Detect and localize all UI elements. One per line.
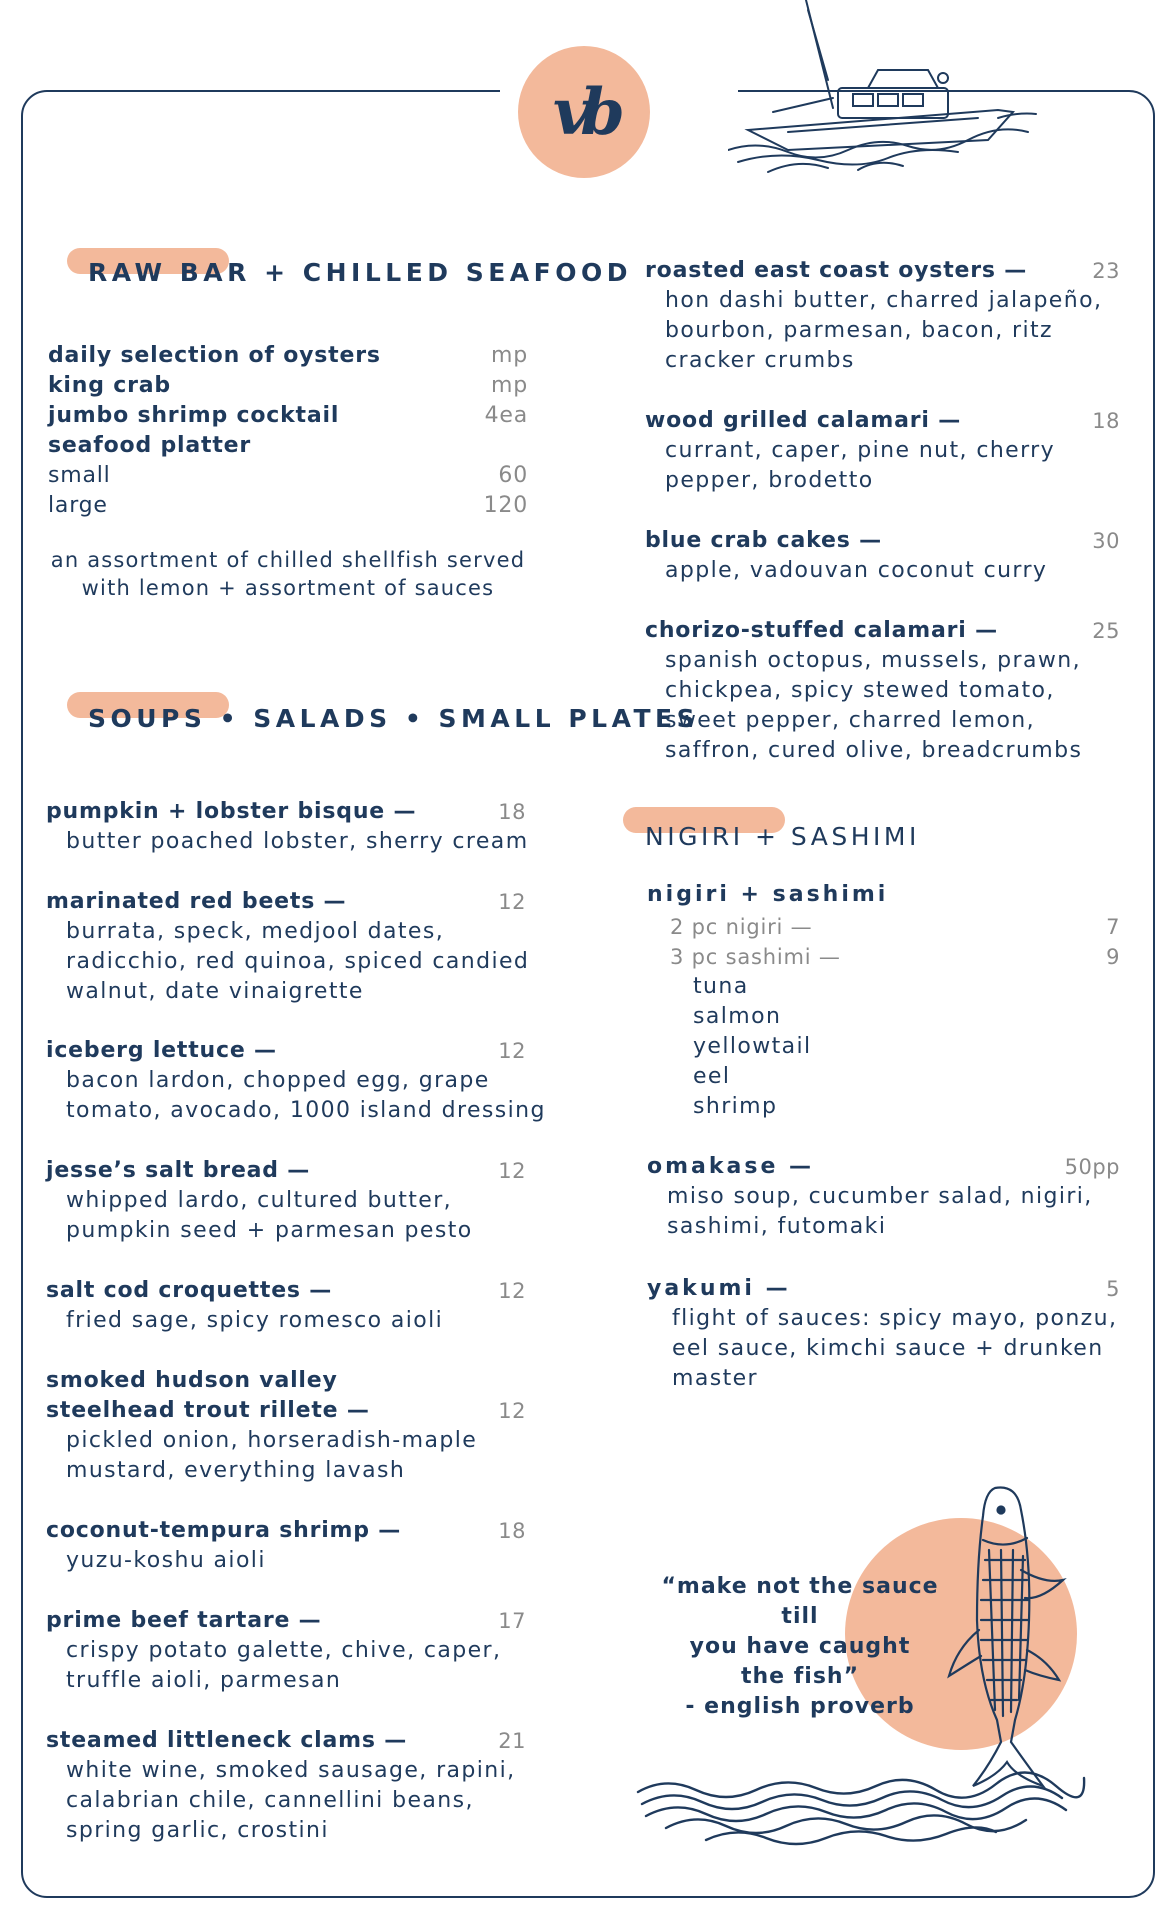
sashimi-option: 3 pc sashimi — <box>670 945 841 969</box>
item-name: jesse’s salt bread — <box>46 1158 311 1183</box>
item-desc: yuzu-koshu aioli <box>66 1548 266 1573</box>
menu-item-platter-large <box>48 491 528 521</box>
item-price: mp <box>491 343 528 368</box>
fish-option: tuna <box>693 974 749 999</box>
item-desc: white wine, smoked sausage, rapini, calabrian chile, cannellini beans, spring garlic, crostini <box>66 1758 516 1843</box>
menu-item-oysters <box>48 341 528 371</box>
item-name: wood grilled calamari — <box>645 408 962 433</box>
item-name: blue crab cakes — <box>645 528 882 553</box>
item-name: omakase — <box>647 1154 815 1179</box>
menu-item <box>46 797 546 857</box>
fishing-boat-illustration <box>728 0 1038 186</box>
item-name: marinated red beets — <box>46 889 347 914</box>
item-desc: butter poached lobster, sherry cream <box>66 829 529 854</box>
item-desc: bacon lardon, chopped egg, grape tomato, avocado, 1000 island dressing <box>66 1068 546 1123</box>
item-label: daily selection of oysters <box>48 343 381 368</box>
item-price: 50pp <box>1064 1155 1120 1179</box>
item-desc: burrata, speck, medjool dates, radicchio, red quinoa, spiced candied walnut, date vinaigrette <box>66 919 530 1004</box>
item-desc: currant, caper, pine nut, cherry pepper, brodetto <box>665 438 1056 493</box>
item-name: coconut-tempura shrimp — <box>46 1518 402 1543</box>
item-desc: fried sage, spicy romesco aioli <box>66 1308 444 1333</box>
quote-line: “make not the sauce till <box>661 1574 939 1629</box>
menu-item-shrimp-cocktail <box>48 401 528 431</box>
item-desc: spanish octopus, mussels, prawn, chickpea, spicy stewed tomato, sweet pepper, charred lemon, saffron, cured olive, breadcrumbs <box>665 648 1083 763</box>
item-price: 18 <box>1092 409 1120 433</box>
item-price: 25 <box>1092 619 1120 643</box>
fish-option: salmon <box>693 1004 782 1029</box>
menu-item-king-crab <box>48 371 528 401</box>
raw-bar-title: RAW BAR + CHILLED SEAFOOD <box>88 258 632 287</box>
waves-illustration <box>636 1770 1086 1850</box>
menu-item-platter-small <box>48 461 528 491</box>
item-price: 12 <box>498 1399 526 1423</box>
menu-item <box>645 616 1125 766</box>
item-price: 4ea <box>484 403 528 428</box>
menu-item <box>46 1156 526 1246</box>
item-label: seafood platter <box>48 433 252 458</box>
item-label: king crab <box>48 373 171 398</box>
menu-item <box>46 887 546 1007</box>
quote-line: the fish” <box>740 1664 860 1689</box>
item-price: 23 <box>1092 259 1120 283</box>
quote-line: you have caught <box>689 1634 911 1659</box>
fish-option: yellowtail <box>693 1034 812 1059</box>
menu-item <box>46 1276 526 1336</box>
menu-item-yakumi <box>647 1274 1127 1394</box>
item-price: 5 <box>1106 1277 1120 1301</box>
proverb-quote <box>640 1572 960 1722</box>
item-price: 30 <box>1092 529 1120 553</box>
item-desc: whipped lardo, cultured butter, pumpkin seed + parmesan pesto <box>66 1188 473 1243</box>
item-name: smoked hudson valley steelhead trout rillete — <box>46 1368 370 1423</box>
item-label: large <box>48 493 108 518</box>
quote-attribution: - english proverb <box>685 1694 915 1719</box>
item-price: 12 <box>498 1159 526 1183</box>
item-desc: flight of sauces: spicy mayo, ponzu, eel sauce, kimchi sauce + drunken master <box>672 1306 1118 1391</box>
item-name: iceberg lettuce — <box>46 1038 277 1063</box>
logo-badge <box>518 46 650 178</box>
item-desc: hon dashi butter, charred jalapeño, bourbon, parmesan, bacon, ritz cracker crumbs <box>665 288 1103 373</box>
fish-option: eel <box>693 1064 731 1089</box>
soups-title: SOUPS • SALADS • SMALL PLATES <box>88 704 700 733</box>
item-label: jumbo shrimp cocktail <box>48 403 340 428</box>
item-price: 60 <box>498 463 528 488</box>
item-desc: miso soup, cucumber salad, nigiri, sashimi, futomaki <box>667 1184 1093 1239</box>
item-name: roasted east coast oysters — <box>645 258 1028 283</box>
item-price: 12 <box>498 890 526 914</box>
item-desc: crispy potato galette, chive, caper, truffle aioli, parmesan <box>66 1638 502 1693</box>
item-desc: pickled onion, horseradish-maple mustard, everything lavash <box>66 1428 478 1483</box>
logo-text: vb <box>553 74 615 150</box>
item-price: 18 <box>498 800 526 824</box>
menu-item <box>645 406 1125 496</box>
item-label: small <box>48 463 111 488</box>
item-name: prime beef tartare — <box>46 1608 322 1633</box>
menu-item <box>46 1366 516 1486</box>
item-price: mp <box>491 373 528 398</box>
fish-option: shrimp <box>693 1094 778 1119</box>
item-name: pumpkin + lobster bisque — <box>46 799 417 824</box>
item-price: 21 <box>498 1729 526 1753</box>
item-price: 9 <box>1106 945 1120 969</box>
menu-item <box>46 1606 526 1696</box>
item-price: 17 <box>498 1609 526 1633</box>
item-name: salt cod croquettes — <box>46 1278 333 1303</box>
menu-item <box>645 526 1125 586</box>
item-desc: apple, vadouvan coconut curry <box>665 558 1048 583</box>
item-name: chorizo-stuffed calamari — <box>645 618 998 643</box>
menu-item-seafood-platter <box>48 431 528 461</box>
nigiri-title: NIGIRI + SASHIMI <box>645 822 920 851</box>
menu-item <box>46 1516 526 1576</box>
item-price: 18 <box>498 1519 526 1543</box>
item-price: 7 <box>1106 915 1120 939</box>
menu-item <box>645 256 1125 376</box>
nigiri-heading: nigiri + sashimi <box>647 882 889 907</box>
menu-item <box>46 1726 546 1846</box>
item-name: steamed littleneck clams — <box>46 1728 408 1753</box>
item-price: 120 <box>483 493 528 518</box>
item-price: 12 <box>498 1039 526 1063</box>
item-price: 12 <box>498 1279 526 1303</box>
raw-bar-note: an assortment of chilled shellfish served with lemon + assortment of sauces <box>50 548 526 600</box>
item-name: yakumi — <box>647 1276 791 1301</box>
nigiri-option: 2 pc nigiri — <box>670 915 813 939</box>
